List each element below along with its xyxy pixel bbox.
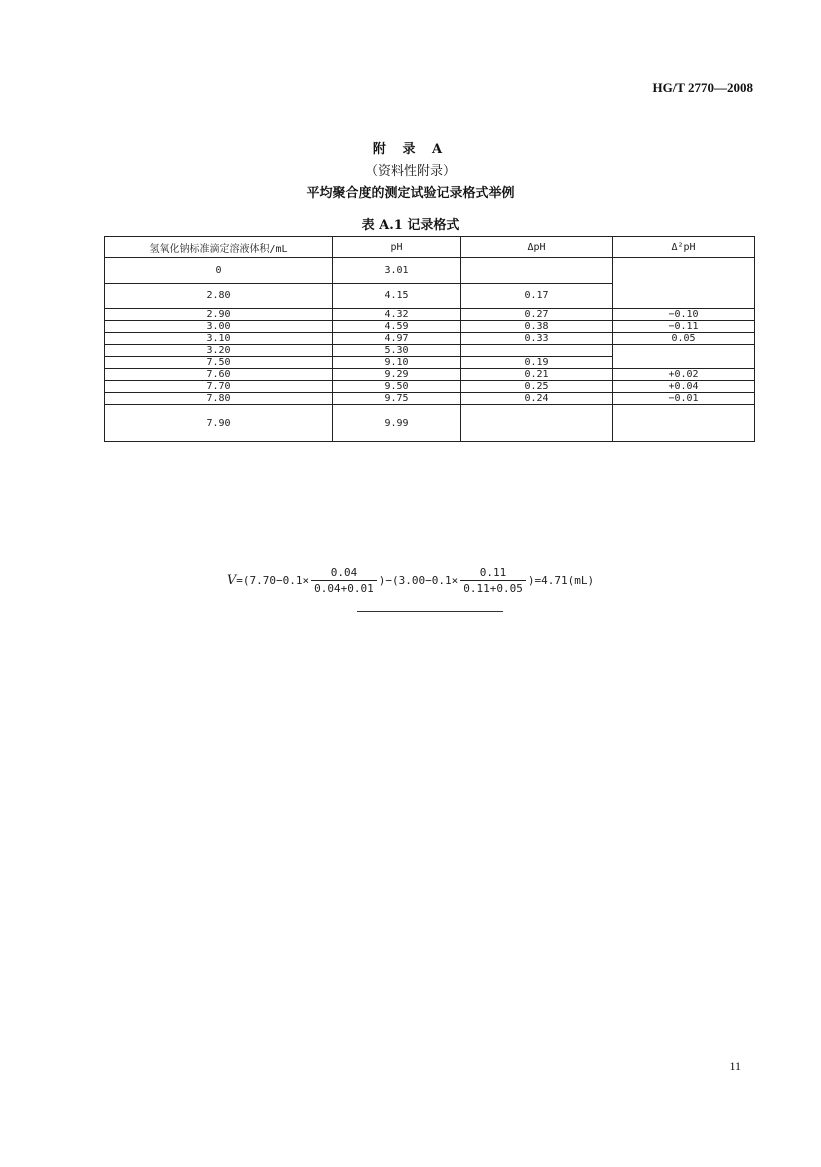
volume-cell: 7.80 [105, 393, 333, 405]
delta-ph-cell: 0.27 [461, 309, 613, 321]
volume-cell: 0 [105, 258, 333, 284]
annex-type: （资料性附录） [364, 164, 456, 179]
ph-cell: 4.59 [333, 321, 461, 333]
ph-cell: 4.15 [333, 283, 461, 309]
formula-fraction-2 [460, 566, 526, 595]
delta-ph-empty-cell [461, 258, 613, 284]
volume-cell: 7.70 [105, 381, 333, 393]
ph-cell: 3.01 [333, 258, 461, 284]
delta-ph-cell: 0.19 [461, 357, 613, 369]
delta-ph-empty-cell [461, 345, 613, 357]
delta2-ph-cell: −0.01 [613, 393, 755, 405]
volume-cell: 7.60 [105, 369, 333, 381]
column-header-delta-ph: ΔpH [461, 237, 613, 258]
formula-part2: )−(3.00−0.1× [378, 574, 459, 587]
ph-cell: 9.10 [333, 357, 461, 369]
fraction-1-numerator: 0.04 [330, 566, 358, 579]
ph-cell: 4.97 [333, 333, 461, 345]
delta-ph-cell: 0.38 [461, 321, 613, 333]
delta-ph-cell: 0.33 [461, 333, 613, 345]
annex-title: 附 录 A [372, 142, 449, 157]
delta2-ph-empty-cell [613, 405, 755, 442]
volume-cell: 2.80 [105, 283, 333, 309]
delta2-ph-empty-cell [613, 258, 755, 309]
end-rule [357, 611, 503, 612]
column-header-delta2-ph: Δ²pH [613, 237, 755, 258]
table-caption: 表 A.1 记录格式 [361, 218, 460, 233]
delta2-ph-cell: −0.10 [613, 309, 755, 321]
delta-ph-cell: 0.24 [461, 393, 613, 405]
ph-cell: 9.50 [333, 381, 461, 393]
ph-cell: 9.29 [333, 369, 461, 381]
formula-lhs: V [226, 573, 237, 588]
delta2-ph-empty-cell [613, 345, 755, 369]
ph-cell: 9.99 [333, 405, 461, 442]
formula-fraction-1 [311, 566, 377, 595]
fraction-2-denominator: 0.11+0.05 [460, 580, 526, 595]
delta2-ph-cell: +0.02 [613, 369, 755, 381]
annex-subject: 平均聚合度的测定试验记录格式举例 [306, 186, 515, 201]
delta-ph-empty-cell [461, 405, 613, 442]
volume-cell: 2.90 [105, 309, 333, 321]
delta-ph-cell: 0.21 [461, 369, 613, 381]
formula-part3: )=4.71(mL) [527, 574, 595, 587]
delta2-ph-cell: −0.11 [613, 321, 755, 333]
ph-cell: 9.75 [333, 393, 461, 405]
fraction-2-numerator: 0.11 [479, 566, 507, 579]
record-format-table [104, 236, 755, 442]
page-number: 11 [729, 1059, 741, 1073]
fraction-1-denominator: 0.04+0.01 [311, 580, 377, 595]
volume-cell: 7.50 [105, 357, 333, 369]
ph-cell: 5.30 [333, 345, 461, 357]
table-row [105, 258, 755, 284]
column-header-volume: 氢氧化钠标准滴定溶液体积/mL [105, 237, 333, 258]
volume-formula [0, 566, 821, 595]
volume-cell: 3.00 [105, 321, 333, 333]
delta-ph-cell: 0.25 [461, 381, 613, 393]
volume-cell: 3.20 [105, 345, 333, 357]
volume-cell: 7.90 [105, 405, 333, 442]
delta2-ph-cell: +0.04 [613, 381, 755, 393]
volume-cell: 3.10 [105, 333, 333, 345]
table-header-row [105, 237, 755, 258]
column-header-ph: pH [333, 237, 461, 258]
ph-cell: 4.32 [333, 309, 461, 321]
standard-code: HG/T 2770—2008 [652, 80, 753, 95]
delta2-ph-cell: 0.05 [613, 333, 755, 345]
formula-part1: =(7.70−0.1× [236, 574, 310, 587]
delta-ph-cell: 0.17 [461, 283, 613, 309]
